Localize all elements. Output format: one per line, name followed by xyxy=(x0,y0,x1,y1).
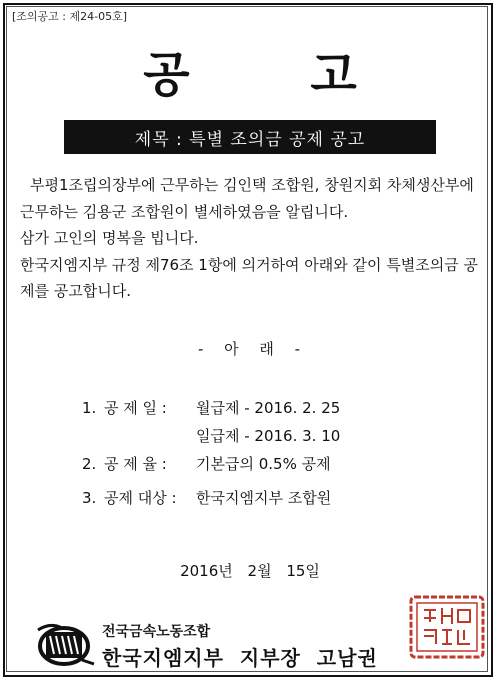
item-label: 공 제 율 : xyxy=(104,455,167,473)
signature-line: 한국지엠지부 지부장 고남권 xyxy=(102,646,378,670)
item-number: 3. xyxy=(82,489,97,507)
page-title: 공 고 xyxy=(143,47,409,103)
deduction-items xyxy=(82,394,340,512)
red-seal-stamp-icon xyxy=(408,594,486,660)
paragraph-1: 부평1조립의장부에 근무하는 김인택 조합원, 창원지회 차체생산부에 근무하는 김용군 조합원이 별세하였음을 알립니다. xyxy=(20,176,474,221)
notice-heading: - 아 래 - xyxy=(197,340,303,358)
item-deduction-target xyxy=(82,484,340,512)
announcement-body xyxy=(20,172,484,305)
subject-bar xyxy=(64,120,436,154)
item-value: 일급제 - 2016. 3. 10 xyxy=(196,427,341,445)
item-value: 한국지엠지부 조합원 xyxy=(196,489,332,507)
item-value: 월급제 - 2016. 2. 25 xyxy=(196,399,341,417)
union-name: 전국금속노동조합 xyxy=(102,624,211,640)
subject-text: 제목 : 특별 조의금 공제 공고 xyxy=(134,129,366,150)
item-number: 1. xyxy=(82,399,97,417)
item-value: 기본급의 0.5% 공제 xyxy=(196,455,331,473)
item-label: 공 제 일 : xyxy=(104,399,167,417)
announcement-date: 2016년 2월 15일 xyxy=(180,562,320,580)
item-deduction-date xyxy=(82,394,340,422)
paragraph-3: 한국지엠지부 규정 제76조 1항에 의거하여 아래와 같이 특별조의금 공제를 공고합니다. xyxy=(20,255,479,300)
paragraph-2: 삼가 고인의 명복을 빕니다. xyxy=(20,229,199,247)
item-deduction-rate xyxy=(82,450,340,478)
item-label: 공제 대상 : xyxy=(104,489,177,507)
item-number: 2. xyxy=(82,455,97,473)
union-logo-icon xyxy=(36,620,96,666)
document-number: [조의공고 : 제24-05호] xyxy=(12,10,128,23)
item-deduction-date-daily xyxy=(82,422,340,450)
